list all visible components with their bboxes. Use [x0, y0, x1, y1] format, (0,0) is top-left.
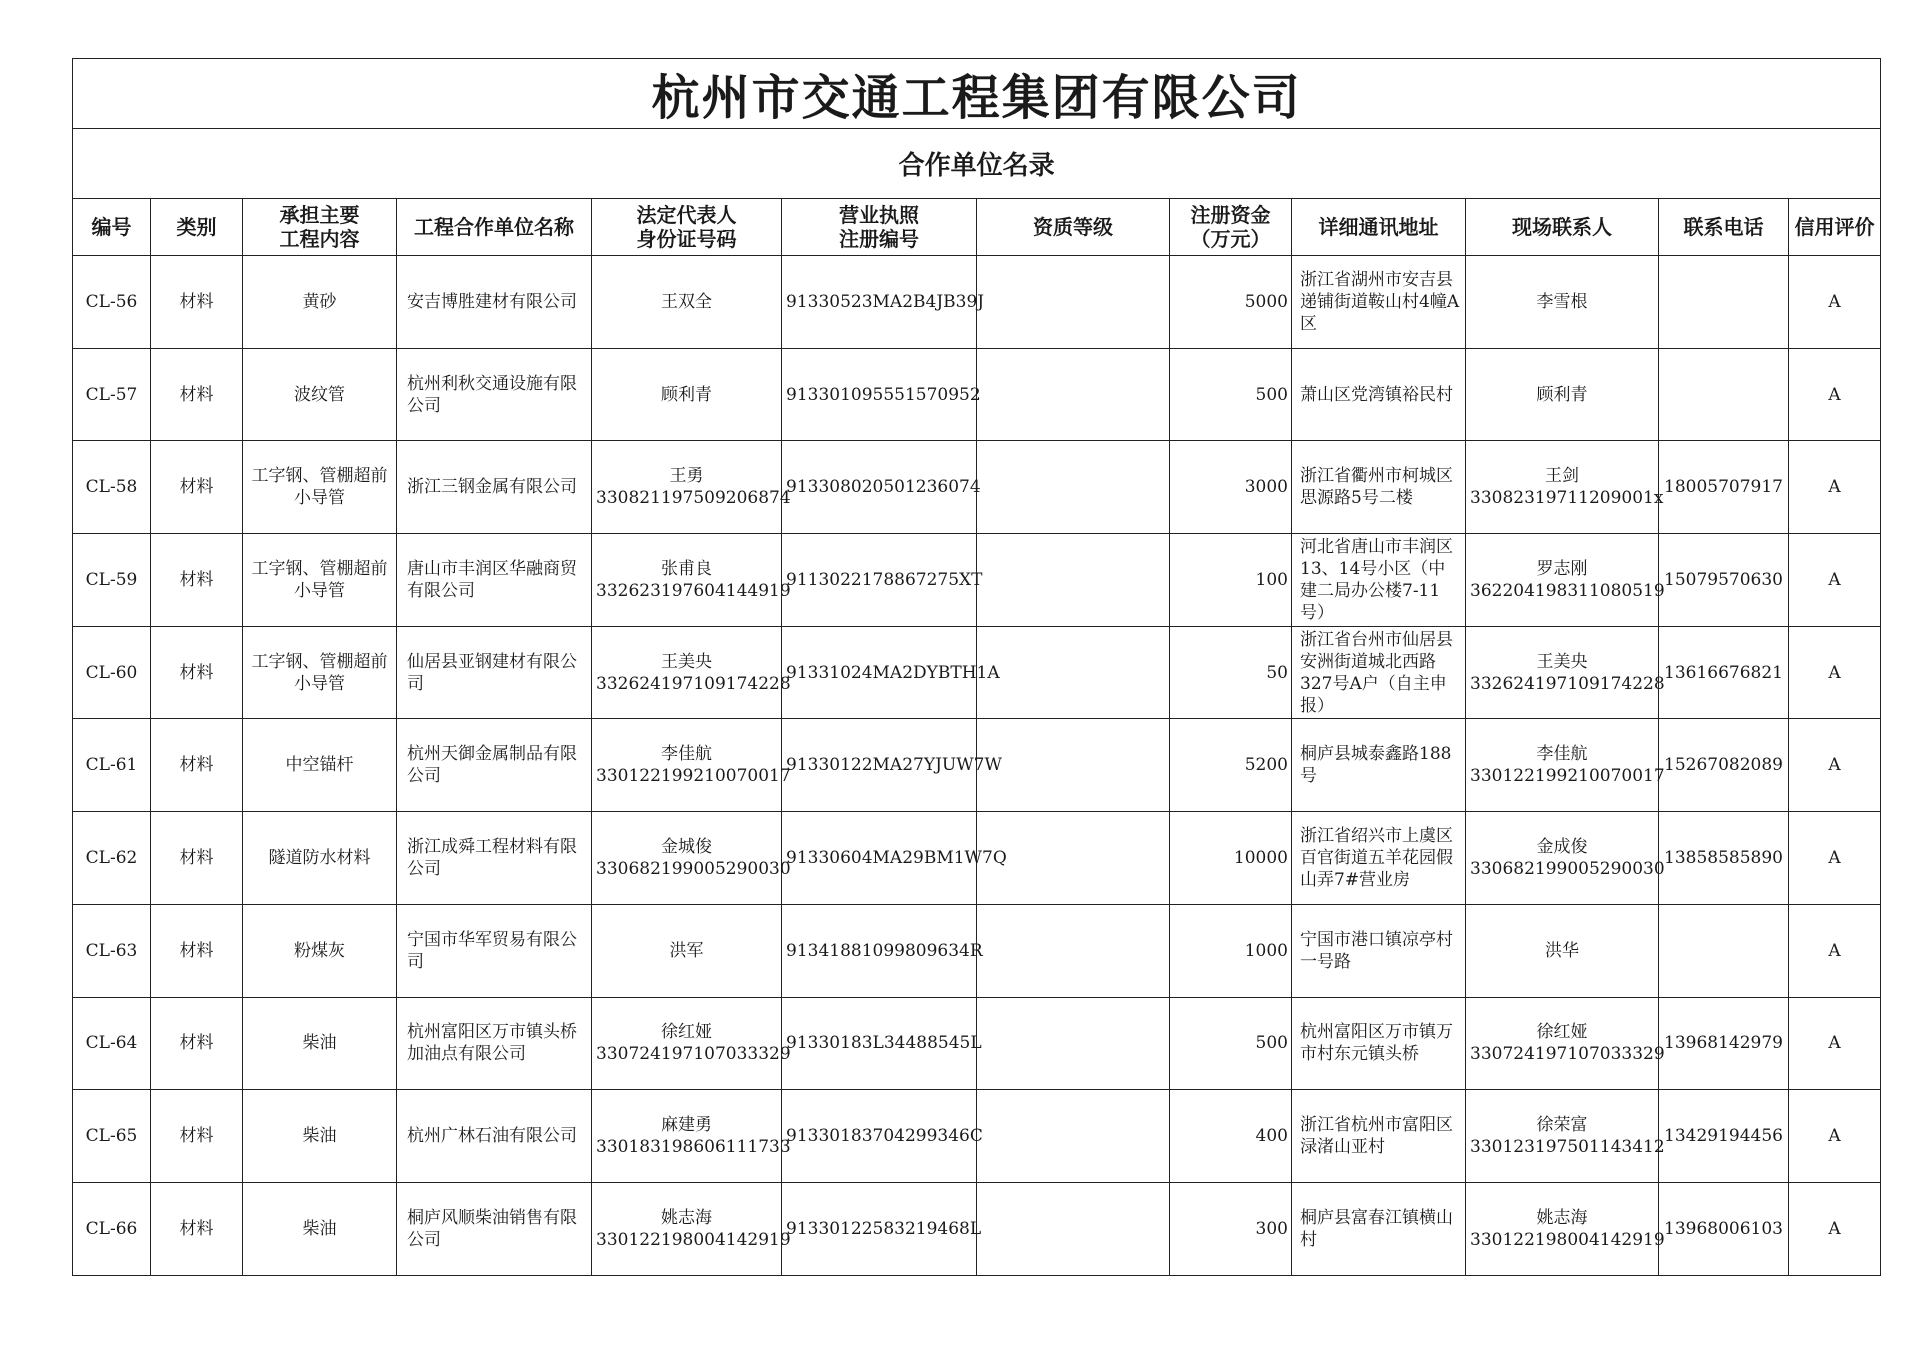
column-header-label: 营业执照 — [839, 203, 919, 227]
cell-registered-capital: 5000 — [1170, 256, 1292, 349]
cell-phone: 15267082089 — [1659, 719, 1789, 812]
column-header-label: 类别 — [176, 215, 217, 239]
cell-qualification — [977, 1182, 1170, 1275]
table-row — [73, 534, 1881, 627]
cell-legal-representative-name: 金城俊 — [661, 836, 712, 857]
cell-category: 材料 — [151, 348, 243, 441]
cell-site-contact-name: 姚志海 — [1536, 1207, 1588, 1228]
table-row — [73, 997, 1881, 1090]
cell-credit-rating: A — [1789, 256, 1881, 349]
cell-site-contact-id-number: 332624197109174228 — [1470, 673, 1665, 694]
cell-credit-rating: A — [1789, 348, 1881, 441]
cell-legal-representative — [592, 256, 782, 349]
column-header-license — [782, 199, 977, 256]
cell-legal-representative — [592, 626, 791, 719]
cell-legal-representative-name: 麻建勇 — [661, 1115, 712, 1136]
cell-license-number: 91330122583219468L — [782, 1182, 977, 1275]
cell-license-number: 91341881099809634R — [782, 904, 977, 997]
cell-legal-representative-id-number: 332623197604144919 — [596, 580, 791, 601]
cell-legal-representative-name: 王双全 — [661, 291, 712, 312]
cell-legal-representative-name: 李佳航 — [661, 744, 712, 765]
cell-code: CL-60 — [73, 626, 151, 719]
cell-legal-representative — [592, 997, 791, 1090]
cell-legal-representative — [592, 904, 782, 997]
cell-site-contact-name: 徐荣富 — [1536, 1115, 1588, 1136]
cell-phone — [1659, 904, 1789, 997]
cell-qualification — [977, 904, 1170, 997]
cell-qualification — [977, 256, 1170, 349]
cell-registered-capital: 500 — [1170, 348, 1292, 441]
cell-code: CL-56 — [73, 256, 151, 349]
cell-phone — [1659, 256, 1789, 349]
cell-registered-capital: 300 — [1170, 1182, 1292, 1275]
column-header-category — [151, 199, 243, 256]
cell-phone: 13858585890 — [1659, 812, 1789, 905]
column-header-sublabel: 身份证号码 — [636, 227, 737, 251]
cell-legal-representative — [592, 812, 791, 905]
cell-license-number: 91330604MA29BM1W7Q — [782, 812, 977, 905]
column-header-legal-rep — [592, 199, 782, 256]
cell-work-content: 黄砂 — [243, 256, 397, 349]
cell-address: 浙江省台州市仙居县安洲街道城北西路327号A户（自主申报） — [1292, 626, 1466, 719]
cell-site-contact — [1466, 904, 1659, 997]
column-header-label: 现场联系人 — [1512, 215, 1612, 239]
cell-site-contact — [1466, 348, 1659, 441]
cell-qualification — [977, 626, 1170, 719]
cell-credit-rating: A — [1789, 626, 1881, 719]
cell-credit-rating: A — [1789, 904, 1881, 997]
cell-legal-representative — [592, 534, 791, 627]
cell-legal-representative-id-number: 330183198606111733 — [596, 1137, 791, 1158]
cell-credit-rating: A — [1789, 997, 1881, 1090]
cell-site-contact-id-number: 330122198004142919 — [1470, 1229, 1665, 1250]
cell-category: 材料 — [151, 904, 243, 997]
cell-work-content: 工字钢、管棚超前小导管 — [243, 534, 397, 627]
cell-work-content: 粉煤灰 — [243, 904, 397, 997]
cell-legal-representative-id-number: 330724197107033329 — [596, 1044, 791, 1065]
cell-code: CL-66 — [73, 1182, 151, 1275]
cell-code: CL-64 — [73, 997, 151, 1090]
column-header-label: 信用评价 — [1794, 215, 1875, 239]
cell-site-contact-id-number: 33082319711209001x — [1470, 488, 1664, 509]
cell-category: 材料 — [151, 626, 243, 719]
cell-address: 桐庐县城泰鑫路188号 — [1292, 719, 1466, 812]
cell-address: 桐庐县富春江镇横山村 — [1292, 1182, 1466, 1275]
cell-phone: 13429194456 — [1659, 1090, 1789, 1183]
cell-site-contact-id-number: 362204198311080519 — [1470, 580, 1665, 601]
column-header-label: 详细通讯地址 — [1318, 215, 1439, 239]
cell-license-number: 913301095551570952 — [782, 348, 977, 441]
column-header-label: 联系电话 — [1683, 215, 1764, 239]
column-header-label: 编号 — [91, 215, 132, 239]
cell-site-contact — [1466, 441, 1664, 534]
cell-site-contact-name: 李雪根 — [1536, 291, 1588, 312]
cell-company-name: 宁国市华军贸易有限公司 — [397, 904, 592, 997]
column-header-label: 承担主要 — [279, 203, 360, 227]
cell-work-content: 工字钢、管棚超前小导管 — [243, 626, 397, 719]
cell-company-name: 仙居县亚钢建材有限公司 — [397, 626, 592, 719]
cell-code: CL-61 — [73, 719, 151, 812]
column-header-company — [397, 199, 592, 256]
cell-category: 材料 — [151, 719, 243, 812]
cell-qualification — [977, 441, 1170, 534]
cell-code: CL-59 — [73, 534, 151, 627]
column-header-label: 法定代表人 — [636, 203, 737, 227]
cell-company-name: 安吉博胜建材有限公司 — [397, 256, 592, 349]
cell-credit-rating: A — [1789, 441, 1881, 534]
cell-code: CL-62 — [73, 812, 151, 905]
cell-phone: 13968142979 — [1659, 997, 1789, 1090]
document-sheet — [72, 58, 1880, 1276]
cell-site-contact — [1466, 1090, 1665, 1183]
cell-site-contact-name: 金成俊 — [1536, 836, 1588, 857]
cell-company-name: 浙江成舜工程材料有限公司 — [397, 812, 592, 905]
table-row — [73, 904, 1881, 997]
cell-company-name: 杭州富阳区万市镇头桥加油点有限公司 — [397, 997, 592, 1090]
cell-site-contact-name: 顾利青 — [1536, 384, 1588, 405]
column-header-credit — [1789, 199, 1881, 256]
cell-code: CL-65 — [73, 1090, 151, 1183]
table-row — [73, 626, 1881, 719]
column-header-content — [243, 199, 397, 256]
cell-credit-rating: A — [1789, 812, 1881, 905]
cell-category: 材料 — [151, 441, 243, 534]
table-row — [73, 812, 1881, 905]
column-header-label: 注册资金 — [1190, 203, 1271, 227]
cell-registered-capital: 100 — [1170, 534, 1292, 627]
table-row — [73, 256, 1881, 349]
cell-license-number: 91330122MA27YJUW7W — [782, 719, 977, 812]
cell-category: 材料 — [151, 534, 243, 627]
cell-address: 浙江省衢州市柯城区思源路5号二楼 — [1292, 441, 1466, 534]
cell-site-contact-id-number: 330123197501143412 — [1470, 1137, 1665, 1158]
cell-address: 浙江省绍兴市上虞区百官街道五羊花园假山弄7#营业房 — [1292, 812, 1466, 905]
table-row — [73, 441, 1881, 534]
cell-address: 萧山区党湾镇裕民村 — [1292, 348, 1466, 441]
cell-legal-representative-id-number: 330682199005290030 — [596, 858, 791, 879]
cell-category: 材料 — [151, 1090, 243, 1183]
document-title: 杭州市交通工程集团有限公司 — [73, 59, 1881, 129]
cell-qualification — [977, 719, 1170, 812]
cell-legal-representative — [592, 441, 791, 534]
cell-site-contact-name: 王剑 — [1545, 466, 1579, 487]
cell-registered-capital: 50 — [1170, 626, 1292, 719]
cell-address: 河北省唐山市丰润区13、14号小区（中建二局办公楼7-11号） — [1292, 534, 1466, 627]
cell-company-name: 杭州利秋交通设施有限公司 — [397, 348, 592, 441]
cell-phone: 13616676821 — [1659, 626, 1789, 719]
column-header-qualification — [977, 199, 1170, 256]
partner-directory-table — [72, 58, 1881, 1276]
cell-license-number: 913308020501236074 — [782, 441, 977, 534]
cell-registered-capital: 500 — [1170, 997, 1292, 1090]
cell-site-contact — [1466, 812, 1665, 905]
cell-registered-capital: 5200 — [1170, 719, 1292, 812]
cell-company-name: 唐山市丰润区华融商贸有限公司 — [397, 534, 592, 627]
cell-legal-representative-name: 姚志海 — [661, 1207, 712, 1228]
cell-registered-capital: 10000 — [1170, 812, 1292, 905]
column-header-address — [1292, 199, 1466, 256]
column-header-sublabel: （万元） — [1190, 227, 1271, 251]
cell-site-contact-id-number: 330724197107033329 — [1470, 1044, 1665, 1065]
cell-address: 浙江省杭州市富阳区 渌渚山亚村 — [1292, 1090, 1466, 1183]
cell-site-contact-id-number: 330682199005290030 — [1470, 858, 1665, 879]
cell-legal-representative-id-number: 330122199210070017 — [596, 766, 791, 787]
cell-work-content: 工字钢、管棚超前小导管 — [243, 441, 397, 534]
cell-legal-representative — [592, 1182, 791, 1275]
cell-registered-capital: 400 — [1170, 1090, 1292, 1183]
cell-phone: 18005707917 — [1659, 441, 1789, 534]
column-header-contact — [1466, 199, 1659, 256]
cell-phone — [1659, 348, 1789, 441]
cell-work-content: 隧道防水材料 — [243, 812, 397, 905]
cell-credit-rating: A — [1789, 534, 1881, 627]
column-header-label: 工程合作单位名称 — [414, 215, 574, 239]
cell-legal-representative-name: 张甫良 — [661, 558, 712, 579]
cell-license-number: 91330183704299346C — [782, 1090, 977, 1183]
cell-legal-representative — [592, 348, 782, 441]
cell-work-content: 柴油 — [243, 1182, 397, 1275]
column-header-code — [73, 199, 151, 256]
cell-site-contact — [1466, 997, 1665, 1090]
cell-legal-representative-name: 洪军 — [669, 940, 704, 961]
table-body — [73, 256, 1881, 1276]
cell-license-number: 91331024MA2DYBTH1A — [782, 626, 977, 719]
cell-phone: 15079570630 — [1659, 534, 1789, 627]
cell-site-contact-name: 徐红娅 — [1536, 1022, 1588, 1043]
cell-company-name: 杭州天御金属制品有限公司 — [397, 719, 592, 812]
cell-qualification — [977, 997, 1170, 1090]
cell-category: 材料 — [151, 997, 243, 1090]
cell-site-contact-id-number: 330122199210070017 — [1470, 766, 1665, 787]
column-header-sublabel: 注册编号 — [839, 227, 919, 251]
cell-site-contact — [1466, 534, 1665, 627]
cell-qualification — [977, 1090, 1170, 1183]
cell-code: CL-57 — [73, 348, 151, 441]
table-row — [73, 719, 1881, 812]
cell-legal-representative-id-number: 330122198004142919 — [596, 1229, 791, 1250]
cell-code: CL-63 — [73, 904, 151, 997]
column-header-phone — [1659, 199, 1789, 256]
cell-company-name: 浙江三钢金属有限公司 — [397, 441, 592, 534]
cell-site-contact-name: 李佳航 — [1536, 744, 1588, 765]
cell-legal-representative — [592, 1090, 791, 1183]
column-header-sublabel: 工程内容 — [279, 227, 360, 251]
cell-work-content: 中空锚杆 — [243, 719, 397, 812]
cell-legal-representative-name: 徐红娅 — [661, 1022, 712, 1043]
cell-license-number: 91330183L34488545L — [782, 997, 977, 1090]
cell-company-name: 桐庐风顺柴油销售有限公司 — [397, 1182, 592, 1275]
cell-category: 材料 — [151, 256, 243, 349]
cell-registered-capital: 3000 — [1170, 441, 1292, 534]
cell-category: 材料 — [151, 1182, 243, 1275]
cell-work-content: 波纹管 — [243, 348, 397, 441]
cell-site-contact — [1466, 1182, 1665, 1275]
cell-work-content: 柴油 — [243, 1090, 397, 1183]
cell-work-content: 柴油 — [243, 997, 397, 1090]
cell-legal-representative-id-number: 332624197109174228 — [596, 673, 791, 694]
cell-credit-rating: A — [1789, 719, 1881, 812]
cell-qualification — [977, 534, 1170, 627]
cell-address: 宁国市港口镇凉亭村一号路 — [1292, 904, 1466, 997]
table-row — [73, 348, 1881, 441]
cell-site-contact — [1466, 719, 1665, 812]
cell-address: 杭州富阳区万市镇万市村东元镇头桥 — [1292, 997, 1466, 1090]
cell-site-contact-name: 洪华 — [1545, 940, 1579, 961]
cell-credit-rating: A — [1789, 1090, 1881, 1183]
table-row — [73, 1090, 1881, 1183]
cell-address: 浙江省湖州市安吉县递铺街道鞍山村4幢A区 — [1292, 256, 1466, 349]
cell-registered-capital: 1000 — [1170, 904, 1292, 997]
cell-code: CL-58 — [73, 441, 151, 534]
cell-legal-representative-name: 王勇 — [669, 466, 704, 487]
cell-legal-representative-name: 王美央 — [661, 651, 712, 672]
cell-company-name: 杭州广林石油有限公司 — [397, 1090, 592, 1183]
cell-site-contact — [1466, 626, 1665, 719]
table-row — [73, 1182, 1881, 1275]
cell-site-contact-name: 王美央 — [1536, 651, 1588, 672]
cell-site-contact-name: 罗志刚 — [1536, 558, 1588, 579]
cell-legal-representative-id-number: 330821197509206874 — [596, 488, 791, 509]
cell-legal-representative — [592, 719, 791, 812]
document-subtitle: 合作单位名录 — [73, 129, 1881, 199]
cell-phone: 13968006103 — [1659, 1182, 1789, 1275]
cell-credit-rating: A — [1789, 1182, 1881, 1275]
cell-qualification — [977, 348, 1170, 441]
cell-license-number: 9113022178867275XT — [782, 534, 977, 627]
cell-license-number: 91330523MA2B4JB39J — [782, 256, 977, 349]
cell-site-contact — [1466, 256, 1659, 349]
cell-category: 材料 — [151, 812, 243, 905]
column-header-label: 资质等级 — [1033, 215, 1113, 239]
column-header-row — [73, 199, 1881, 256]
cell-legal-representative-name: 顾利青 — [661, 384, 712, 405]
column-header-capital — [1170, 199, 1292, 256]
